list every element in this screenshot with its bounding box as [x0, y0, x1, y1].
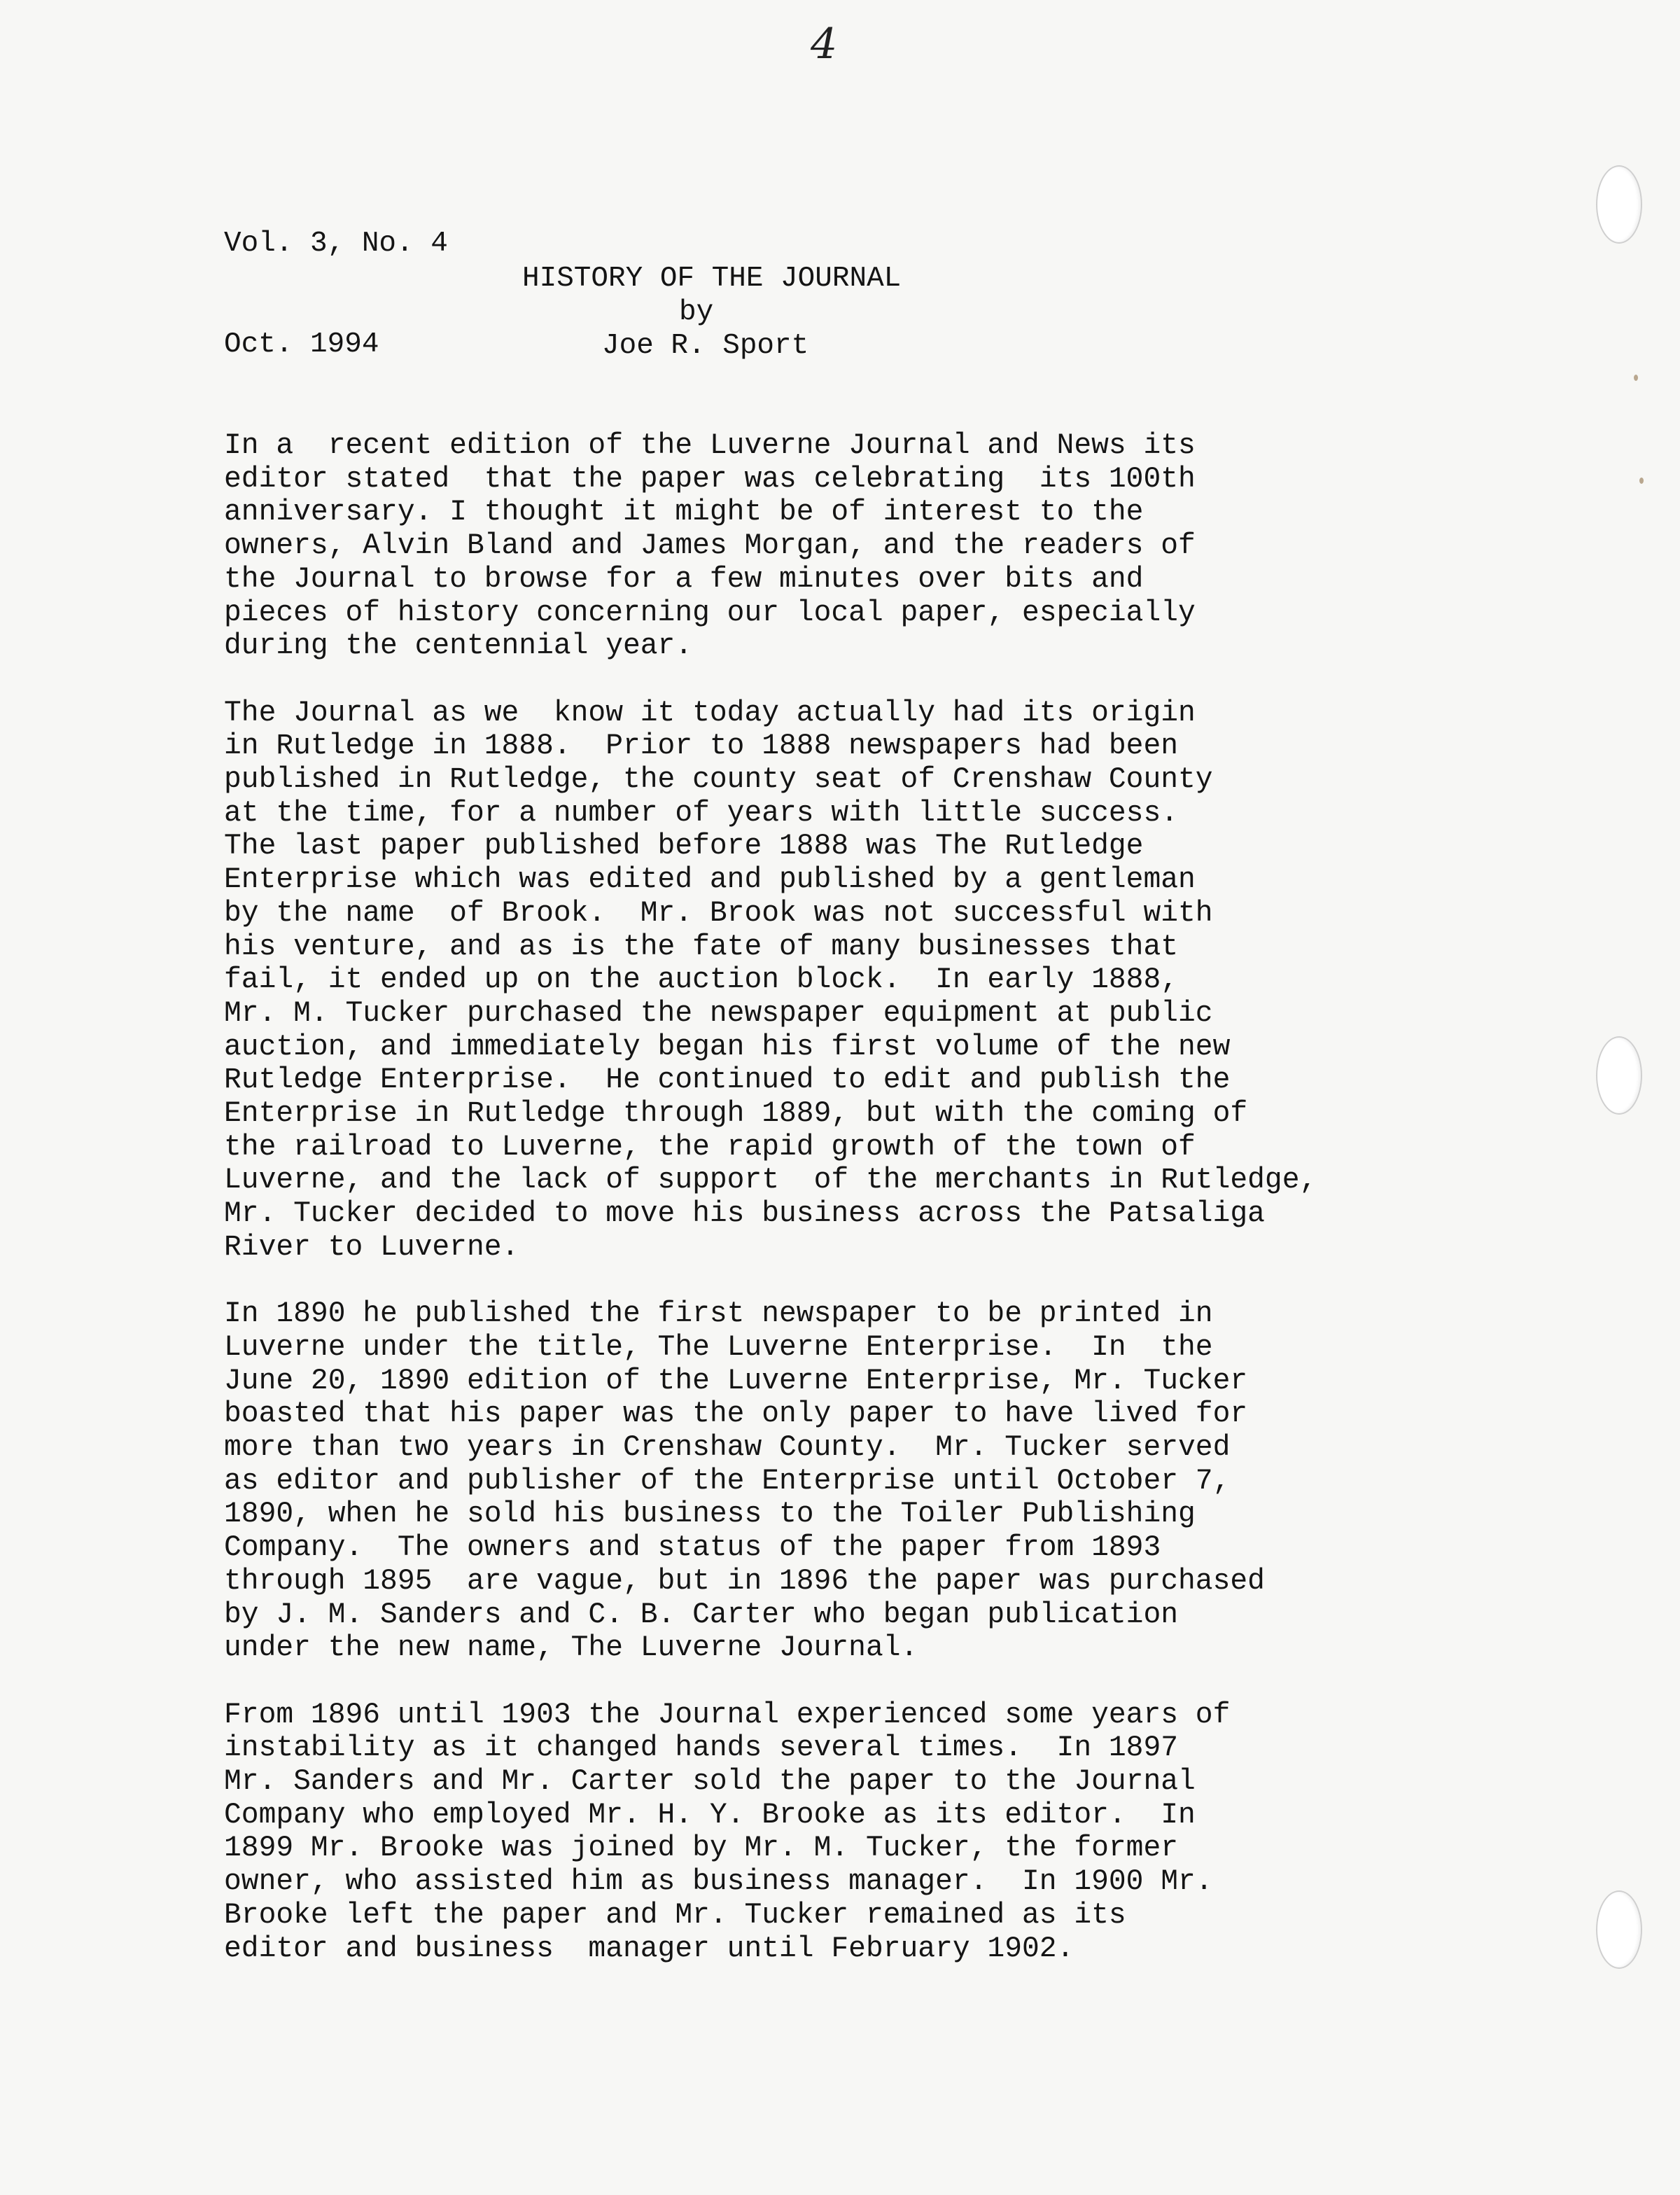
paragraph-line: Mr. Tucker decided to move his business across the Patsaliga — [224, 1198, 1265, 1231]
paragraph-line: Luverne, and the lack of support of the merchants in Rutledge, — [224, 1164, 1317, 1197]
paragraph-line: the Journal to browse for a few minutes over bits and — [224, 563, 1144, 596]
issue-date: Oct. 1994 — [224, 328, 379, 361]
paragraph-line: during the centennial year. — [224, 630, 693, 663]
paragraph-line: From 1896 until 1903 the Journal experienced some years of — [224, 1699, 1231, 1731]
article-title: HISTORY OF THE JOURNAL — [522, 263, 902, 295]
paragraph-line: pieces of history concerning our local paper, especially — [224, 597, 1196, 629]
paragraph-line: his venture, and as is the fate of many businesses that — [224, 931, 1179, 963]
punch-hole — [1596, 1890, 1642, 1969]
paragraph-line: Company. The owners and status of the paper from 1893 — [224, 1532, 1161, 1565]
paragraph-line: by J. M. Sanders and C. B. Carter who began publication — [224, 1598, 1179, 1631]
article-paragraph — [224, 430, 1470, 664]
article-paragraph — [224, 697, 1470, 1265]
paper-speck — [1639, 478, 1644, 484]
paragraph-line: auction, and immediately began his first volume of the new — [224, 1031, 1231, 1064]
paragraph-line: Company who employed Mr. H. Y. Brooke as its editor. In — [224, 1799, 1196, 1832]
paragraph-line: at the time, for a number of years with little success. — [224, 797, 1179, 830]
paragraph-line: boasted that his paper was the only paper to have lived for — [224, 1398, 1248, 1431]
volume-number: Vol. 3, No. 4 — [224, 228, 448, 260]
article-author: Joe R. Sport — [602, 330, 809, 362]
article-paragraph — [224, 1298, 1470, 1666]
paragraph-line: through 1895 are vague, but in 1896 the paper was purchased — [224, 1565, 1265, 1598]
paragraph-line: anniversary. I thought it might be of interest to the — [224, 496, 1144, 529]
article-paragraph — [224, 1699, 1470, 1967]
paper-speck — [1634, 375, 1638, 381]
paragraph-line: Enterprise which was edited and published by a gentleman — [224, 864, 1196, 897]
punch-hole — [1596, 1036, 1642, 1115]
paragraph-line: The Journal as we know it today actually had its origin — [224, 697, 1196, 730]
article-body — [224, 430, 1470, 2000]
paragraph-line: 1899 Mr. Brooke was joined by Mr. M. Tucker, the former — [224, 1832, 1179, 1865]
paragraph-line: June 20, 1890 edition of the Luverne Enterprise, Mr. Tucker — [224, 1365, 1248, 1398]
paragraph-line: fail, it ended up on the auction block. In early 1888, — [224, 964, 1179, 997]
paragraph-line: more than two years in Crenshaw County. Mr. Tucker served — [224, 1432, 1231, 1465]
handwritten-page-number: 4 — [811, 20, 838, 69]
paragraph-line: In a recent edition of the Luverne Journal and News its — [224, 430, 1196, 462]
paragraph-line: In 1890 he published the first newspaper to be printed in — [224, 1298, 1213, 1331]
paragraph-line: editor stated that the paper was celebrating its 100th — [224, 463, 1196, 496]
paragraph-line: Mr. M. Tucker purchased the newspaper equipment at public — [224, 997, 1213, 1030]
paragraph-line: Luverne under the title, The Luverne Enterprise. In the — [224, 1331, 1213, 1364]
paragraph-line: published in Rutledge, the county seat of Crenshaw County — [224, 764, 1213, 797]
paragraph-line: in Rutledge in 1888. Prior to 1888 newspapers had been — [224, 730, 1179, 763]
paragraph-line: editor and business manager until February 1902. — [224, 1932, 1074, 1965]
paragraph-line: 1890, when he sold his business to the Toiler Publishing — [224, 1498, 1196, 1531]
paragraph-line: as editor and publisher of the Enterprise until October 7, — [224, 1465, 1231, 1498]
paragraph-line: the railroad to Luverne, the rapid growth of the town of — [224, 1131, 1196, 1164]
paragraph-line: River to Luverne. — [224, 1231, 519, 1264]
paragraph-line: Mr. Sanders and Mr. Carter sold the paper to the Journal — [224, 1766, 1196, 1799]
paragraph-line: by the name of Brook. Mr. Brook was not successful with — [224, 897, 1213, 930]
paragraph-line: The last paper published before 1888 was The Rutledge — [224, 830, 1144, 863]
paragraph-line: Rutledge Enterprise. He continued to edit and publish the — [224, 1064, 1231, 1097]
paragraph-line: under the new name, The Luverne Journal. — [224, 1632, 918, 1665]
byline-by: by — [679, 296, 714, 328]
paragraph-line: Enterprise in Rutledge through 1889, but with the coming of — [224, 1098, 1248, 1131]
paragraph-line: owner, who assisted him as business manager. In 1900 Mr. — [224, 1866, 1213, 1899]
paragraph-line: Brooke left the paper and Mr. Tucker remained as its — [224, 1899, 1126, 1932]
article-heading — [224, 262, 1260, 363]
paragraph-line: instability as it changed hands several times. In 1897 — [224, 1732, 1179, 1765]
punch-hole — [1596, 165, 1642, 244]
paragraph-line: owners, Alvin Bland and James Morgan, and the readers of — [224, 530, 1196, 563]
